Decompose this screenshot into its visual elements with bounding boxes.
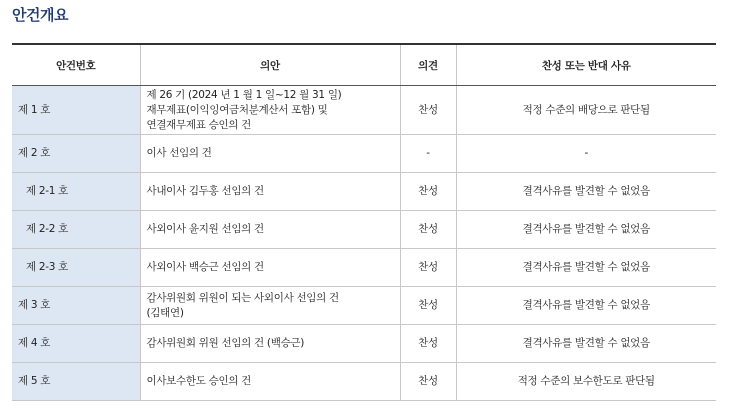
agenda-opinion: 찬성: [400, 211, 456, 249]
header-opinion: 의견: [400, 44, 456, 86]
header-reason: 찬성 또는 반대 사유: [456, 44, 716, 86]
agenda-title: [140, 249, 400, 287]
table-row: [12, 173, 716, 211]
agenda-title: [140, 173, 400, 211]
header-agenda: 의안: [140, 44, 400, 86]
table-row: [12, 287, 716, 325]
agenda-reason: 결격사유를 발견할 수 없었음: [456, 287, 716, 325]
table-row: [12, 86, 716, 135]
agenda-title-line: 제 26 기 (2024 년 1 월 1 일~12 월 31 일): [146, 88, 342, 101]
table-row: [12, 135, 716, 173]
agenda-title-line: 이사 선임의 건: [146, 147, 212, 159]
agenda-title: [140, 287, 400, 325]
agenda-opinion: 찬성: [400, 249, 456, 287]
agenda-number: 제 2-3 호: [12, 249, 140, 287]
agenda-number: 제 4 호: [12, 325, 140, 363]
agenda-title-line: 감사위원회 위원이 되는 사외이사 선임의 건: [146, 291, 339, 304]
agenda-number: 제 2-2 호: [12, 211, 140, 249]
table-row: [12, 363, 716, 401]
agenda-title-line: 사내이사 김두홍 선임의 건: [146, 185, 264, 197]
agenda-title: [140, 325, 400, 363]
agenda-reason: 적정 수준의 배당으로 판단됨: [456, 86, 716, 135]
agenda-title-line: 연결재무제표 승인의 건: [146, 118, 252, 131]
table-row: [12, 211, 716, 249]
table-row: [12, 325, 716, 363]
agenda-title: [140, 363, 400, 401]
agenda-reason: -: [456, 135, 716, 173]
agenda-title-line: 이사보수한도 승인의 건: [146, 375, 252, 387]
agenda-title: [140, 135, 400, 173]
agenda-title: [140, 86, 400, 135]
agenda-opinion: 찬성: [400, 173, 456, 211]
agenda-reason: 결격사유를 발견할 수 없었음: [456, 249, 716, 287]
agenda-opinion: 찬성: [400, 287, 456, 325]
agenda-opinion: -: [400, 135, 456, 173]
agenda-table: [12, 43, 716, 401]
agenda-reason: 결격사유를 발견할 수 없었음: [456, 173, 716, 211]
table-row: [12, 249, 716, 287]
agenda-title-line: (김태연): [146, 306, 184, 319]
agenda-number: 제 2-1 호: [12, 173, 140, 211]
agenda-title-line: 재무제표(이익잉여금처분계산서 포함) 및: [146, 103, 328, 116]
agenda-title-line: 사외이사 윤지원 선임의 건: [146, 223, 264, 235]
agenda-title-line: 사외이사 백승근 선임의 건: [146, 261, 264, 273]
agenda-number: 제 2 호: [12, 135, 140, 173]
agenda-title: [140, 211, 400, 249]
agenda-opinion: 찬성: [400, 325, 456, 363]
table-header-row: [12, 44, 716, 86]
page-title: 안건개요: [12, 6, 68, 24]
agenda-opinion: 찬성: [400, 86, 456, 135]
agenda-reason: 결격사유를 발견할 수 없었음: [456, 325, 716, 363]
agenda-number: 제 1 호: [12, 86, 140, 135]
agenda-opinion: 찬성: [400, 363, 456, 401]
header-number: 안건번호: [12, 44, 140, 86]
agenda-number: 제 5 호: [12, 363, 140, 401]
agenda-title-line: 감사위원회 위원 선임의 건 (백승근): [146, 337, 305, 349]
agenda-reason: 결격사유를 발견할 수 없었음: [456, 211, 716, 249]
agenda-reason: 적정 수준의 보수한도로 판단됨: [456, 363, 716, 401]
agenda-number: 제 3 호: [12, 287, 140, 325]
